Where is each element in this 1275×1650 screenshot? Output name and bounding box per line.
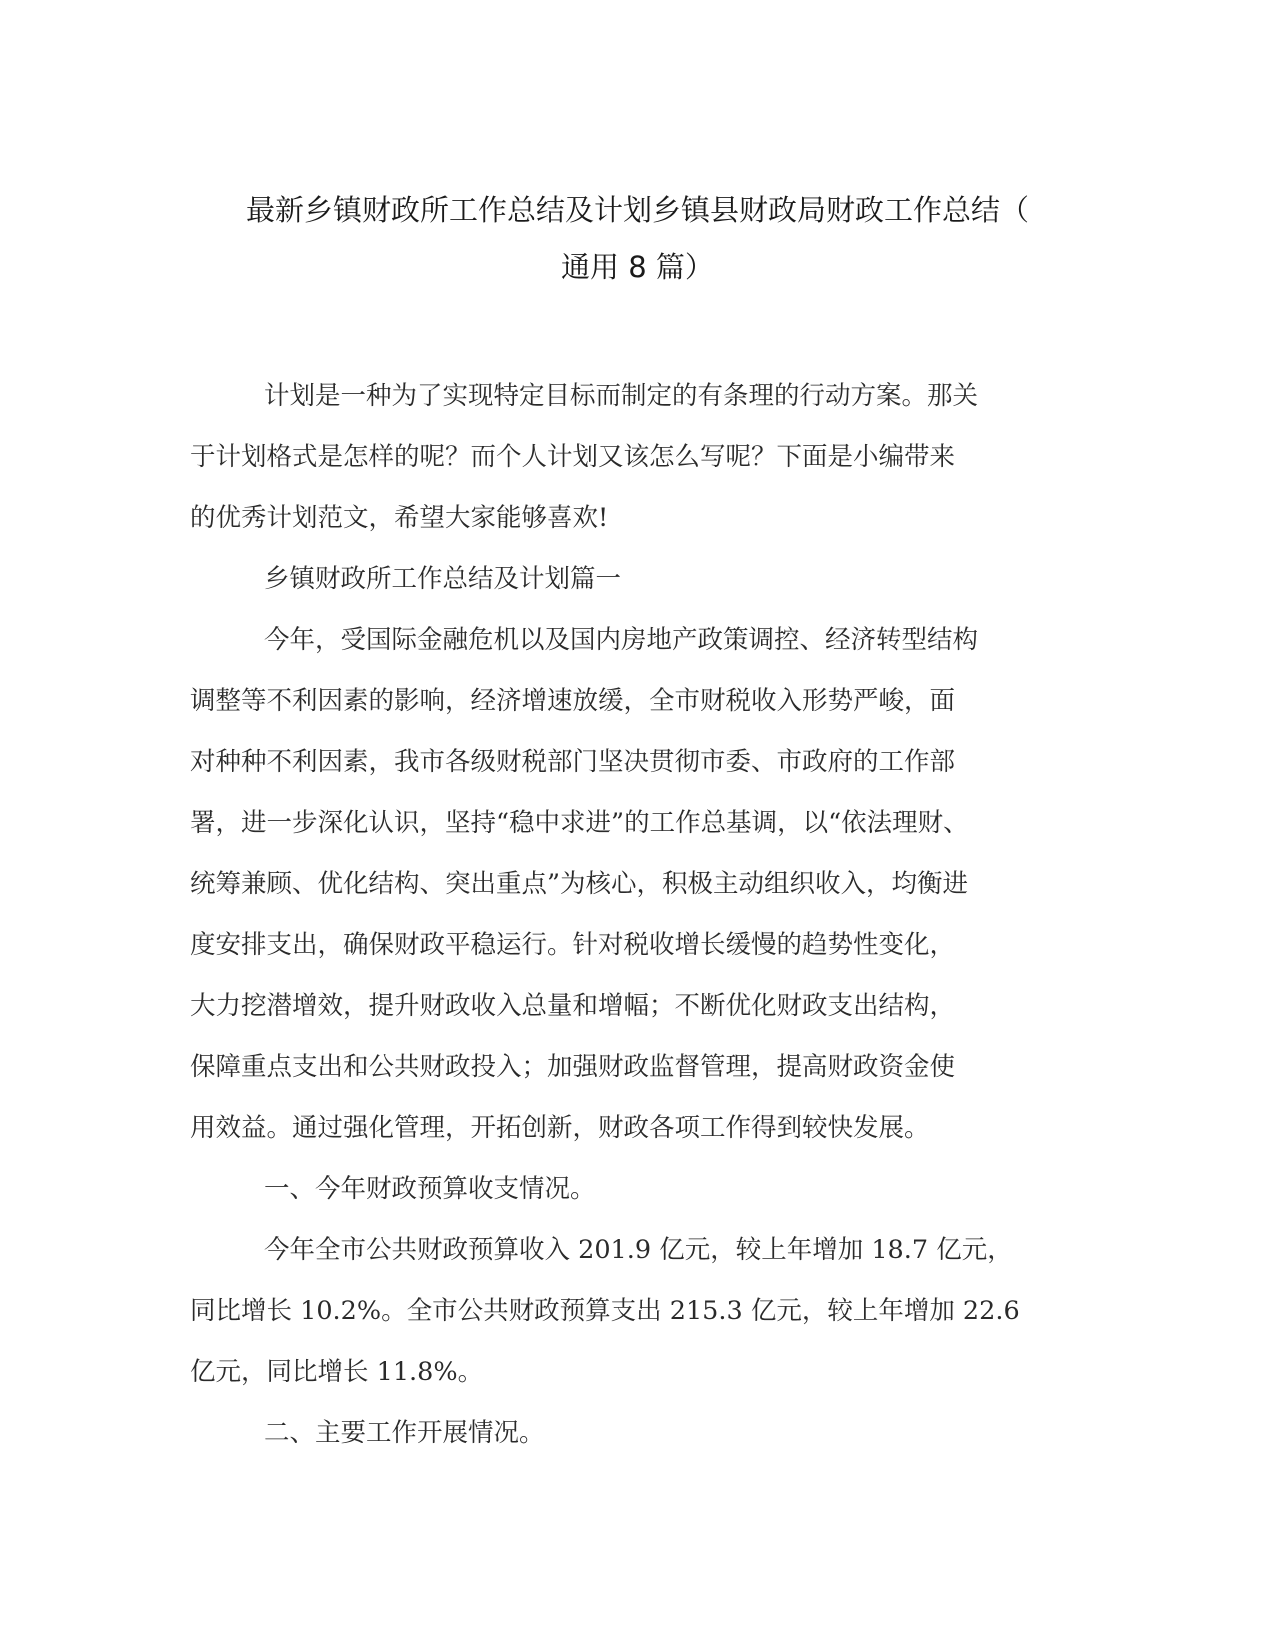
body-text-line: 今年全市公共财政预算收入 201.9 亿元，较上年增加 18.7 亿元， [264,1235,1013,1265]
body-text-line: 署，进一步深化认识，坚持“稳中求进”的工作总基调，以“依法理财、 [190,808,969,838]
body-text-line: 亿元，同比增长 11.8%。 [190,1357,484,1387]
body-text-line: 同比增长 10.2%。全市公共财政预算支出 215.3 亿元，较上年增加 22.6 [190,1296,1020,1326]
body-text-line: 统筹兼顾、优化结构、突出重点”为核心，积极主动组织收入，均衡进 [190,869,969,899]
body-text-line: 乡镇财政所工作总结及计划篇一 [264,564,622,594]
body-text-line: 度安排支出，确保财政平稳运行。针对税收增长缓慢的趋势性变化， [190,930,956,960]
document-body [190,366,1090,1464]
body-text-line: 大力挖潜增效，提升财政收入总量和增幅；不断优化财政支出结构， [190,991,956,1021]
body-text-line: 调整等不利因素的影响，经济增速放缓，全市财税收入形势严峻，面 [190,686,956,716]
title-line-2: 通用 8 篇） [561,250,714,284]
body-text-line: 二、主要工作开展情况。 [264,1418,545,1448]
body-text-line: 一、今年财政预算收支情况。 [264,1174,596,1204]
body-text-line: 对种种不利因素，我市各级财税部门坚决贯彻市委、市政府的工作部 [190,747,956,777]
body-text-line: 保障重点支出和公共财政投入；加强财政监督管理，提高财政资金使 [190,1052,956,1082]
body-text-line: 计划是一种为了实现特定目标而制定的有条理的行动方案。那关 [264,381,979,411]
body-text-line: 今年，受国际金融危机以及国内房地产政策调控、经济转型结构 [264,625,979,655]
title-line-1: 最新乡镇财政所工作总结及计划乡镇县财政局财政工作总结（ [245,193,1029,227]
body-text-line: 的优秀计划范文，希望大家能够喜欢! [190,503,609,533]
body-text-line: 于计划格式是怎样的呢？而个人计划又该怎么写呢？下面是小编带来 [190,442,956,472]
body-text-line: 用效益。通过强化管理，开拓创新，财政各项工作得到较快发展。 [190,1113,930,1143]
document-title [150,182,1125,296]
